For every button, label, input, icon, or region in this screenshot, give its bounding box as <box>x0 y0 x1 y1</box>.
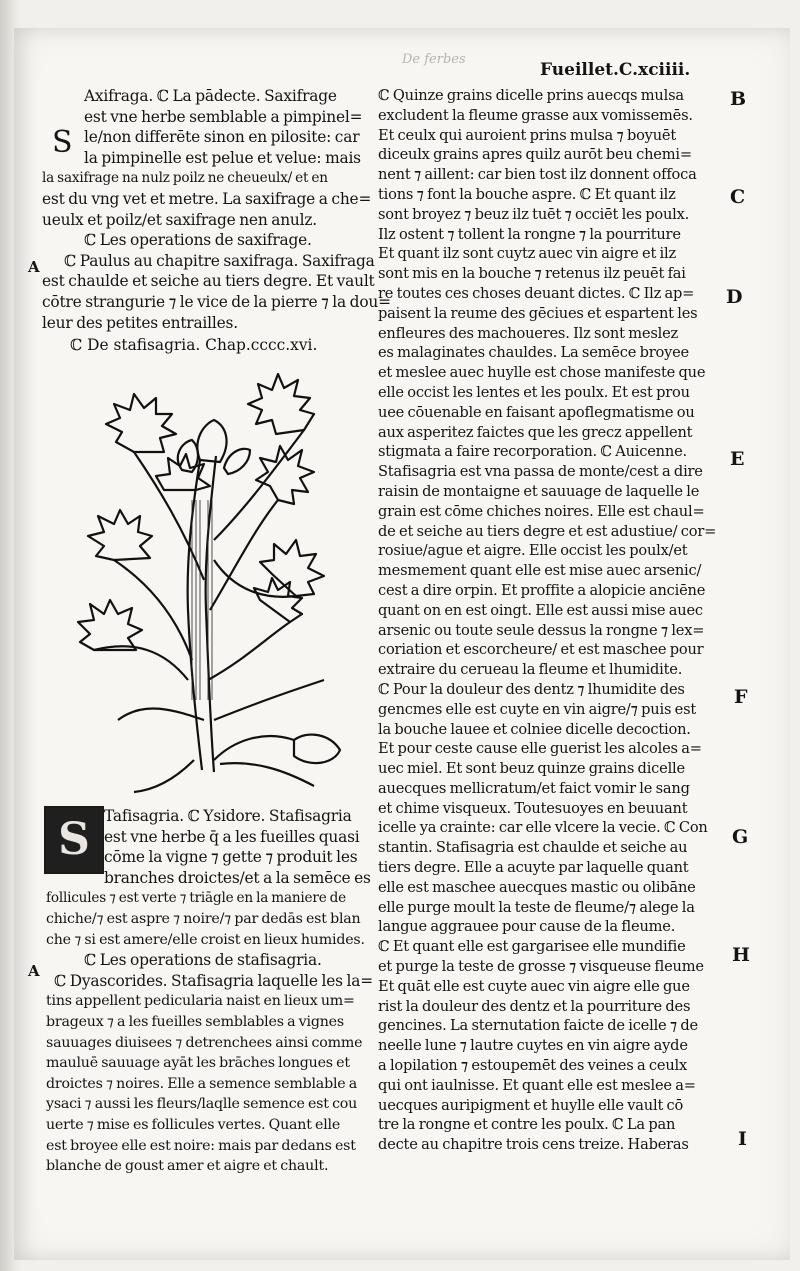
section-heading: ℂ Les operations de stafisagria. <box>84 951 322 970</box>
left-column-top <box>42 86 391 333</box>
text-line: de et seiche au tiers degre et est adustiue/ cor= <box>378 522 717 540</box>
text-line: blanche de goust amer et aigre et chault. <box>46 1158 329 1175</box>
text-line: Et ceulx qui auroient prins mulsa ⁊ boyuēt <box>378 126 677 144</box>
text-line: diceulx grains apres quilz aurōt beu chemi= <box>378 146 692 164</box>
text-line: cōtre strangurie ⁊ le vice de la pierre ⁊ la dou= <box>42 292 391 311</box>
text-line: rosiue/ague et aigre. Elle occist les poulx/et <box>378 542 688 560</box>
text-line: stigmata a faire recorporation. ℂ Auicenne. <box>378 443 687 461</box>
text-line: cest a dire orpin. Et proffite a alopicie anciēne <box>378 581 706 599</box>
text-line: tre la rongne et contre les poulx. ℂ La pan <box>378 1116 676 1134</box>
text-line: langue aggrauee pour cause de la fleume. <box>378 918 676 936</box>
margin-letter-a-lower: A <box>28 962 40 980</box>
text-line: excludent la fleume grasse aux vomissemēs. <box>378 106 693 124</box>
text-line: et meslee auec huylle est chose manifeste que <box>378 364 706 382</box>
text-line: elle est maschee auecques mastic ou olibāne <box>378 878 696 896</box>
text-line: aux asperitez faictes que les grecz appellent <box>378 423 693 441</box>
margin-letter-f: F <box>734 686 748 708</box>
text-line: decte au chapitre trois cens treize. Haberas <box>378 1136 689 1154</box>
chapter-heading: ℂ De stafisagria. Chap.cccc.xvi. <box>70 336 318 354</box>
text-line: ℂ Dyascorides. Stafisagria laquelle les la= <box>54 971 373 990</box>
text-line: uecques auripigment et huylle elle vault cō <box>378 1096 684 1114</box>
text-line: raisin de montaigne et sauuage de laquelle le <box>378 482 700 500</box>
margin-letter-d: D <box>726 286 743 308</box>
drop-cap: S <box>52 125 73 160</box>
text-line: ueulx et poilz/et saxifrage nen anulz. <box>42 210 317 229</box>
text-line: quant on en est oingt. Elle est aussi mise auec <box>378 601 703 619</box>
text-line: tions ⁊ font la bouche aspre. ℂ Et quant ilz <box>378 185 676 203</box>
text-line: cōme la vigne ⁊ gette ⁊ produit les <box>104 848 358 867</box>
text-line: leur des petites entrailles. <box>42 313 238 332</box>
text-line: paisent la reume des gēciues et espartent les <box>378 304 698 322</box>
text-line: auecques mellicratum/et faict vomir le sang <box>378 779 690 797</box>
margin-letter-i: I <box>738 1128 747 1150</box>
margin-letter-c: C <box>730 186 746 208</box>
left-column-bottom <box>46 806 384 1177</box>
text-line: la bouche lauee et colniee dicelle decoction. <box>378 720 691 738</box>
text-line: sont broyez ⁊ beuz ilz tuēt ⁊ occiēt les poulx. <box>378 205 690 223</box>
text-line: et chime visqueux. Toutesuoyes en beuuant <box>378 799 688 817</box>
text-line: est vne herbe semblable a pimpinel= <box>84 107 363 126</box>
text-line: re toutes ces choses deuant dictes. ℂ Ilz ap= <box>378 284 695 302</box>
text-line: qui ont iaulnisse. Et quant elle est meslee a= <box>378 1076 696 1094</box>
text-line: nent ⁊ aillent: car bien tost ilz donnent offoca <box>378 166 697 184</box>
text-line: coriation et escorcheure/ et est maschee pour <box>378 641 704 659</box>
text-line: enfleures des machoueres. Ilz sont meslez <box>378 324 678 342</box>
text-line: ℂ Pour la douleur des dentz ⁊ lhumidite des <box>378 680 685 698</box>
show-through-text: De ferbes <box>402 52 466 67</box>
ornate-initial-letter: S <box>58 814 90 865</box>
text-line: Tafisagria. ℂ Ysidore. Stafisagria <box>104 807 352 825</box>
text-line: Et quāt elle est cuyte auec vin aigre elle gue <box>378 977 690 995</box>
text-line: Stafisagria est vna passa de monte/cest a dire <box>378 463 703 481</box>
text-line: neelle lune ⁊ lautre cuytes en vin aigre ayde <box>378 1037 688 1055</box>
text-line: est du vng vet et metre. La saxifrage a che= <box>42 189 372 208</box>
text-line: est chaulde et seiche au tiers degre. Et vault <box>42 272 375 291</box>
text-line: ysaci ⁊ aussi les fleurs/laqlle semence est cou <box>46 1096 358 1113</box>
margin-letter-a: A <box>28 258 40 276</box>
text-line: Et quant ilz sont cuytz auec vin aigre et ilz <box>378 245 676 263</box>
text-line: la saxifrage na nulz poilz ne cheueulx/ et en <box>42 170 328 187</box>
text-line: es malaginates chauldes. La semēce broyee <box>378 344 689 362</box>
text-line: et purge la teste de grosse ⁊ visqueuse fleume <box>378 958 704 976</box>
text-line: sauuages diuisees ⁊ detrenchees ainsi comme <box>46 1034 363 1051</box>
margin-letter-h: H <box>732 944 750 966</box>
right-column <box>378 86 718 1155</box>
text-line: che ⁊ si est amere/elle croist en lieux humides. <box>46 931 365 948</box>
margin-letter-e: E <box>730 448 745 470</box>
text-line: tiers degre. Elle a acuyte par laquelle quant <box>378 859 689 877</box>
text-line: le/non differēte sinon en pilosite: car <box>84 128 360 147</box>
text-line: uec miel. Et sont beuz quinze grains dicelle <box>378 760 685 778</box>
margin-letter-g: G <box>732 826 749 848</box>
text-line: est broyee elle est noire: mais par dedans est <box>46 1137 356 1154</box>
text-line: gencmes elle est cuyte en vin aigre/⁊ puis est <box>378 700 697 718</box>
text-line: Ilz ostent ⁊ tollent la rongne ⁊ la pourriture <box>378 225 681 243</box>
text-line: brageux ⁊ a les fueilles semblables a vignes <box>46 1013 344 1030</box>
text-line: uerte ⁊ mise es follicules vertes. Quant elle <box>46 1116 341 1133</box>
text-line: icelle ya crainte: car elle vlcere la vecie. ℂ Con <box>378 819 708 837</box>
running-head: Fueillet.C.xciiii. <box>540 60 691 80</box>
text-line: ℂ Paulus au chapitre saxifraga. Saxifraga <box>64 251 375 270</box>
text-line: branches droictes/et a la semēce es <box>104 868 371 887</box>
text-line: gencines. La sternutation faicte de icelle ⁊ de <box>378 1017 698 1035</box>
text-line: est vne herbe q̄ a les fueilles quasi <box>104 827 360 846</box>
section-heading: ℂ Les operations de saxifrage. <box>84 231 312 250</box>
margin-letter-b: B <box>730 88 747 110</box>
text-line: stantin. Stafisagria est chaulde et seiche au <box>378 839 688 857</box>
text-line: mesmement quant elle est mise auec arsenic/ <box>378 562 702 580</box>
text-line: sont mis en la bouche ⁊ retenus ilz peuēt fai <box>378 265 686 283</box>
text-line: ℂ Quinze grains dicelle prins auecqs mulsa <box>378 87 684 104</box>
stavesacre-woodcut-illustration <box>64 360 354 800</box>
text-line: mauluē sauuage ayāt les brāches longues et <box>46 1055 350 1072</box>
text-line: Axifraga. ℂ La pādecte. Saxifrage <box>84 87 337 105</box>
text-line: uee cōuenable en faisant apoflegmatisme ou <box>378 403 695 421</box>
text-line: Et pour ceste cause elle guerist les alcoles a= <box>378 740 702 758</box>
text-line: arsenic ou toute seule dessus la rongne ⁊ lex= <box>378 621 705 639</box>
text-line: grain est cōme chiches noires. Elle est chaul= <box>378 502 705 520</box>
text-line: rist la douleur des dentz et la pourriture des <box>378 997 691 1015</box>
text-line: a lopilation ⁊ estoupemēt des veines a ceulx <box>378 1057 688 1075</box>
text-line: ℂ Et quant elle est gargarisee elle mundifie <box>378 938 686 956</box>
text-line: follicules ⁊ est verte ⁊ triāgle en la maniere de <box>46 890 347 907</box>
text-line: elle occist les lentes et les poulx. Et est prou <box>378 383 690 401</box>
text-line: droictes ⁊ noires. Elle a semence semblable a <box>46 1075 358 1092</box>
text-line: chiche/⁊ est aspre ⁊ noire/⁊ par dedās est blan <box>46 910 361 927</box>
text-line: tins appellent pedicularia naist en lieux um= <box>46 993 355 1010</box>
text-line: extraire du cerueau la fleume et lhumidite. <box>378 661 683 679</box>
text-line: elle purge moult la teste de fleume/⁊ alege la <box>378 898 695 916</box>
text-line: la pimpinelle est pelue et velue: mais <box>84 148 361 167</box>
